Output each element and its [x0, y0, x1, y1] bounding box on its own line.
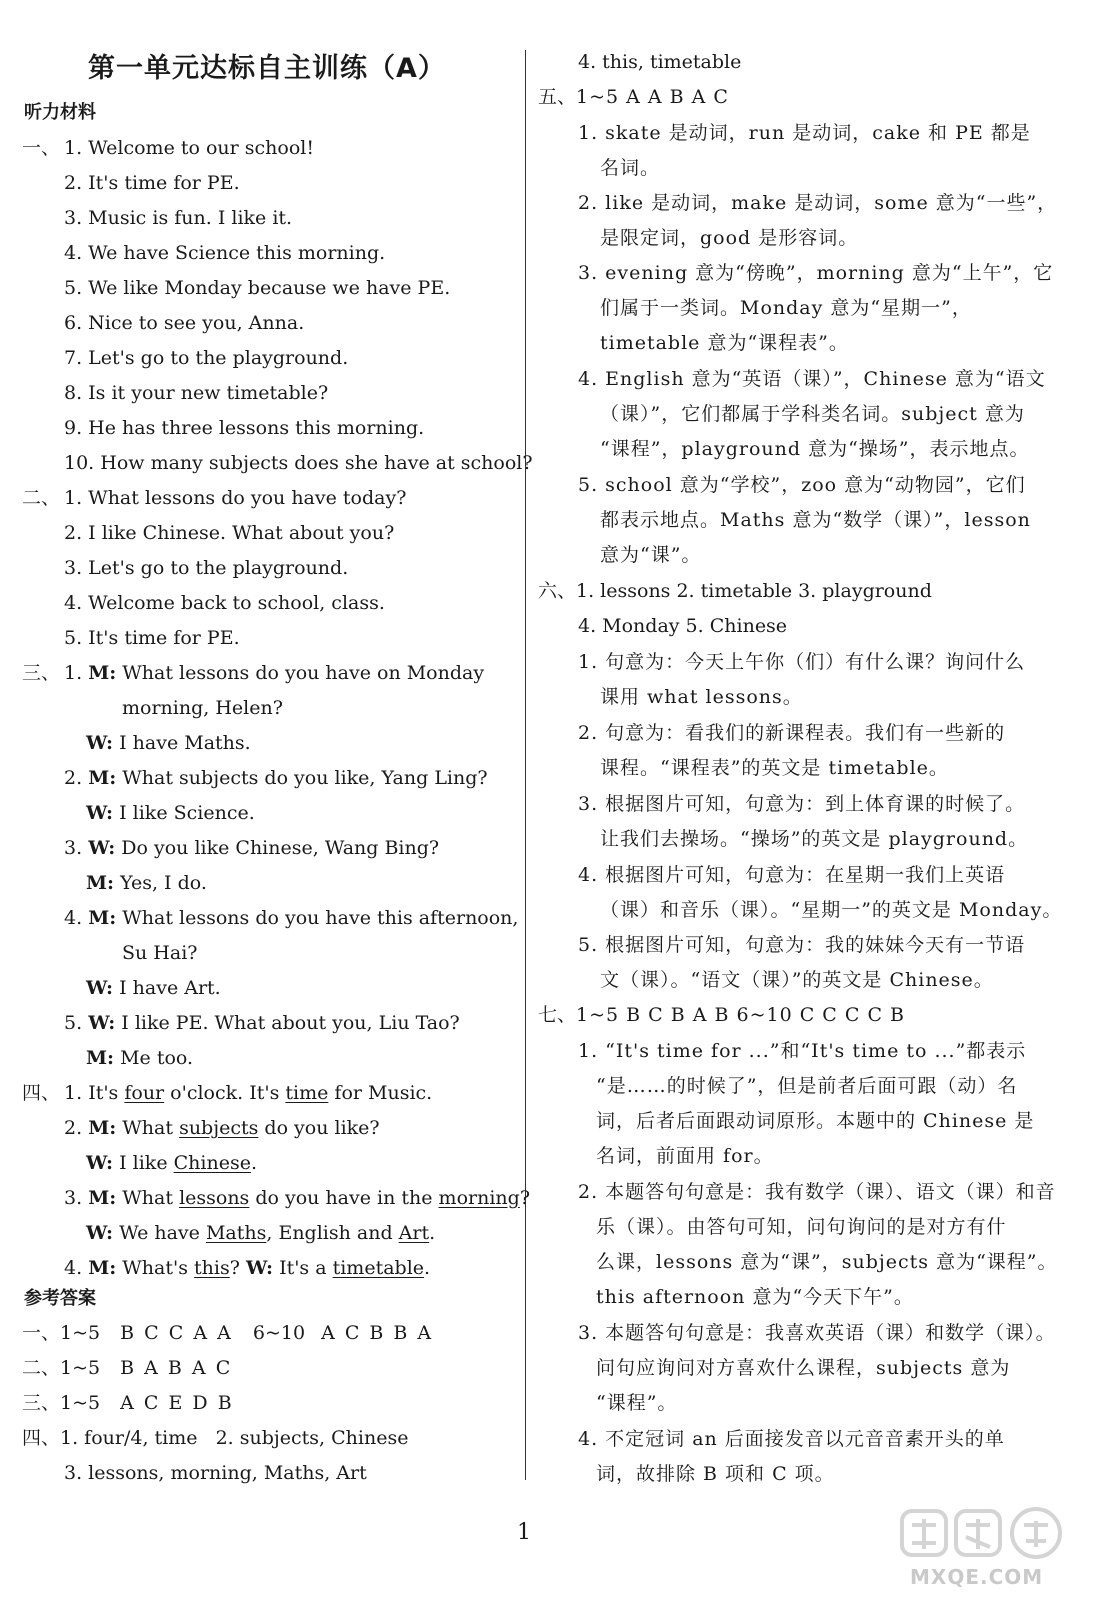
explanation-line: 文（课）。“语文（课）”的英文是 Chinese。 — [600, 969, 994, 991]
answer-row: 一、1~5 B C C A A 6~10 A C B B A — [22, 1322, 434, 1344]
dialogue-line: W: I have Maths. — [86, 732, 251, 754]
section-2-label: 二、 — [22, 487, 61, 509]
explanation-line: 名词，前面用 for。 — [596, 1145, 774, 1167]
list-item: 2. It's time for PE. — [64, 172, 240, 194]
dialogue-line: Su Hai? — [122, 942, 198, 964]
answer-row: 4. Monday 5. Chinese — [578, 615, 788, 637]
answer-row: 二、1~5 B A B A C — [22, 1357, 233, 1379]
explanation-line: “是……的时候了”，但是前者后面可跟（动）名 — [596, 1075, 1018, 1097]
listening-heading: 听力材料 — [24, 102, 96, 123]
dialogue-line: W: I have Art. — [86, 977, 221, 999]
explanation-line: 5. school 意为“学校”，zoo 意为“动物园”，它们 — [578, 474, 1026, 496]
watermark-text: MXQE.COM — [910, 1565, 1044, 1589]
explanation-line: 是限定词，good 是形容词。 — [600, 227, 859, 249]
section-3-label: 三、 — [22, 662, 61, 684]
explanation-line: 让我们去操场。“操场”的英文是 playground。 — [600, 828, 1029, 850]
explanation-line: （课）”，它们都属于学科类名词。subject 意为 — [600, 403, 1025, 425]
answer-row: 五、1~5 A A B A C — [538, 86, 729, 108]
explanation-line: 3. 本题答句句意是：我喜欢英语（课）和数学（课）。 — [578, 1322, 1056, 1344]
explanation-line: 1. skate 是动词，run 是动词，cake 和 PE 都是 — [578, 122, 1031, 144]
dialogue-line: morning, Helen? — [122, 697, 283, 719]
explanation-line: 们属于一类词。Monday 意为“星期一”， — [600, 297, 972, 319]
answer-row: 4. this, timetable — [578, 51, 742, 73]
explanation-line: 课用 what lessons。 — [600, 686, 803, 708]
explanation-line: 4. English 意为“英语（课）”，Chinese 意为“语文 — [578, 368, 1046, 390]
explanation-line: 5. 根据图片可知，句意为：我的妹妹今天有一节语 — [578, 934, 1026, 956]
dialogue-line: W: I like Chinese. — [86, 1152, 257, 1174]
explanation-line: 1. 句意为：今天上午你（们）有什么课？询问什么 — [578, 651, 1026, 673]
dialogue-line: 1. It's four o'clock. It's time for Music. — [64, 1082, 433, 1104]
explanation-line: this afternoon 意为“今天下午”。 — [596, 1286, 914, 1308]
explanation-line: 课程。“课程表”的英文是 timetable。 — [600, 757, 949, 779]
list-item: 4. Welcome back to school, class. — [64, 592, 385, 614]
answer-row: 六、1. lessons 2. timetable 3. playground — [538, 580, 932, 602]
dialogue-line: 4. M: What's this? W: It's a timetable. — [64, 1257, 431, 1279]
explanation-line: 问句应询问对方喜欢什么课程，subjects 意为 — [596, 1357, 1011, 1379]
list-item: 10. How many subjects does she have at school? — [64, 452, 533, 474]
explanation-line: 1. “It's time for ...”和“It's time to ...”都表示 — [578, 1040, 1027, 1062]
dialogue-line: 3. M: What lessons do you have in the morning? — [64, 1187, 530, 1209]
explanation-line: 么课，lessons 意为“课”，subjects 意为“课程”。 — [596, 1251, 1058, 1273]
column-divider — [525, 50, 526, 1480]
list-item: 6. Nice to see you, Anna. — [64, 312, 305, 334]
explanation-line: 意为“课”。 — [600, 544, 702, 566]
dialogue-line: 4. M: What lessons do you have this afternoon, — [64, 907, 519, 929]
explanation-line: 都表示地点。Maths 意为“数学（课）”，lesson — [600, 509, 1031, 531]
explanation-line: 名词。 — [600, 157, 661, 179]
dialogue-line: 2. M: What subjects do you like? — [64, 1117, 380, 1139]
explanation-line: （课）和音乐（课）。“星期一”的英文是 Monday。 — [600, 899, 1063, 921]
explanation-line: 词，后者后面跟动词原形。本题中的 Chinese 是 — [596, 1110, 1035, 1132]
explanation-line: 3. 根据图片可知，句意为：到上体育课的时候了。 — [578, 793, 1026, 815]
list-item: 1. Welcome to our school! — [64, 137, 314, 159]
dialogue-line: M: Me too. — [86, 1047, 194, 1069]
list-item: 8. Is it your new timetable? — [64, 382, 329, 404]
list-item: 5. It's time for PE. — [64, 627, 240, 649]
dialogue-line: 2. M: What subjects do you like, Yang Ling? — [64, 767, 488, 789]
explanation-line: “课程”，playground 意为“操场”，表示地点。 — [600, 438, 1030, 460]
answer-row: 三、1~5 A C E D B — [22, 1392, 234, 1414]
answer-row: 3. lessons, morning, Maths, Art — [64, 1462, 367, 1484]
section-4-label: 四、 — [22, 1082, 61, 1104]
dialogue-line: M: Yes, I do. — [86, 872, 207, 894]
dialogue-line: W: I like Science. — [86, 802, 255, 824]
explanation-line: 词，故排除 B 项和 C 项。 — [596, 1463, 835, 1485]
explanation-line: “课程”。 — [596, 1392, 678, 1414]
explanation-line: 4. 不定冠词 an 后面接发音以元音音素开头的单 — [578, 1428, 1005, 1450]
list-item: 1. What lessons do you have today? — [64, 487, 407, 509]
list-item: 4. We have Science this morning. — [64, 242, 386, 264]
dialogue-line: 1. M: What lessons do you have on Monday — [64, 662, 485, 684]
list-item: 5. We like Monday because we have PE. — [64, 277, 451, 299]
list-item: 3. Music is fun. I like it. — [64, 207, 293, 229]
page-number: 1 — [517, 1520, 531, 1545]
answer-row: 七、1~5 B C B A B 6~10 C C C C B — [538, 1004, 905, 1026]
explanation-line: 2. 本题答句句意是：我有数学（课）、语文（课）和音 — [578, 1181, 1056, 1203]
explanation-line: 3. evening 意为“傍晚”，morning 意为“上午”，它 — [578, 262, 1054, 284]
explanation-line: 2. 句意为：看我们的新课程表。我们有一些新的 — [578, 722, 1006, 744]
dialogue-line: 5. W: I like PE. What about you, Liu Tao? — [64, 1012, 460, 1034]
list-item: 7. Let's go to the playground. — [64, 347, 349, 369]
explanation-line: 4. 根据图片可知，句意为：在星期一我们上英语 — [578, 864, 1006, 886]
list-item: 3. Let's go to the playground. — [64, 557, 349, 579]
explanation-line: 乐（课）。由答句可知，问句询问的是对方有什 — [596, 1216, 1007, 1238]
explanation-line: timetable 意为“课程表”。 — [600, 332, 849, 354]
list-item: 9. He has three lessons this morning. — [64, 417, 425, 439]
section-1-label: 一、 — [22, 137, 61, 159]
page-title: 第一单元达标自主训练（A） — [88, 53, 446, 84]
explanation-line: 2. like 是动词，make 是动词，some 意为“一些”， — [578, 192, 1058, 214]
answer-row: 四、1. four/4, time 2. subjects, Chinese — [22, 1427, 409, 1449]
list-item: 2. I like Chinese. What about you? — [64, 522, 395, 544]
dialogue-line: W: We have Maths, English and Art. — [86, 1222, 436, 1244]
answers-heading: 参考答案 — [24, 1288, 96, 1309]
dialogue-line: 3. W: Do you like Chinese, Wang Bing? — [64, 837, 440, 859]
